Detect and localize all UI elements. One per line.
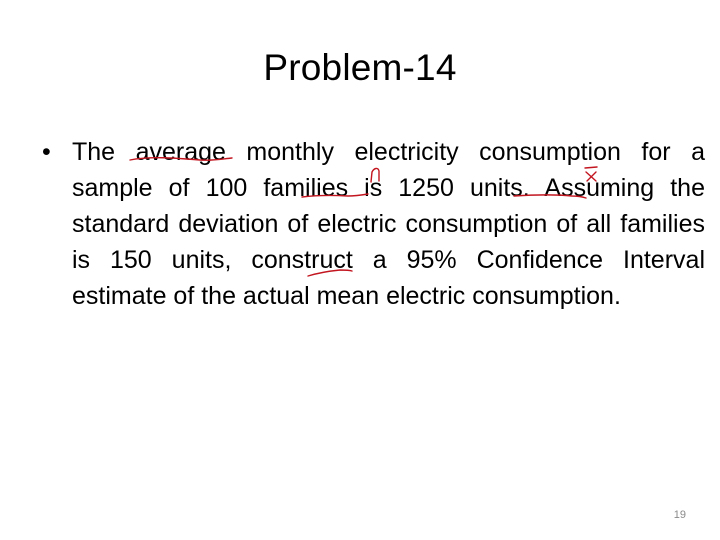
bullet-marker: • bbox=[42, 138, 51, 166]
slide-title: Problem-14 bbox=[263, 47, 457, 88]
page-number: 19 bbox=[673, 509, 686, 521]
problem-statement: The average monthly electricity consumption for a sample of 100 families is 1250 units. Assuming the standard deviation of electric consumption of all families is 150 units, construct a 95% Confidence Interval estimate of the actual mean electric consumption. bbox=[72, 138, 705, 310]
